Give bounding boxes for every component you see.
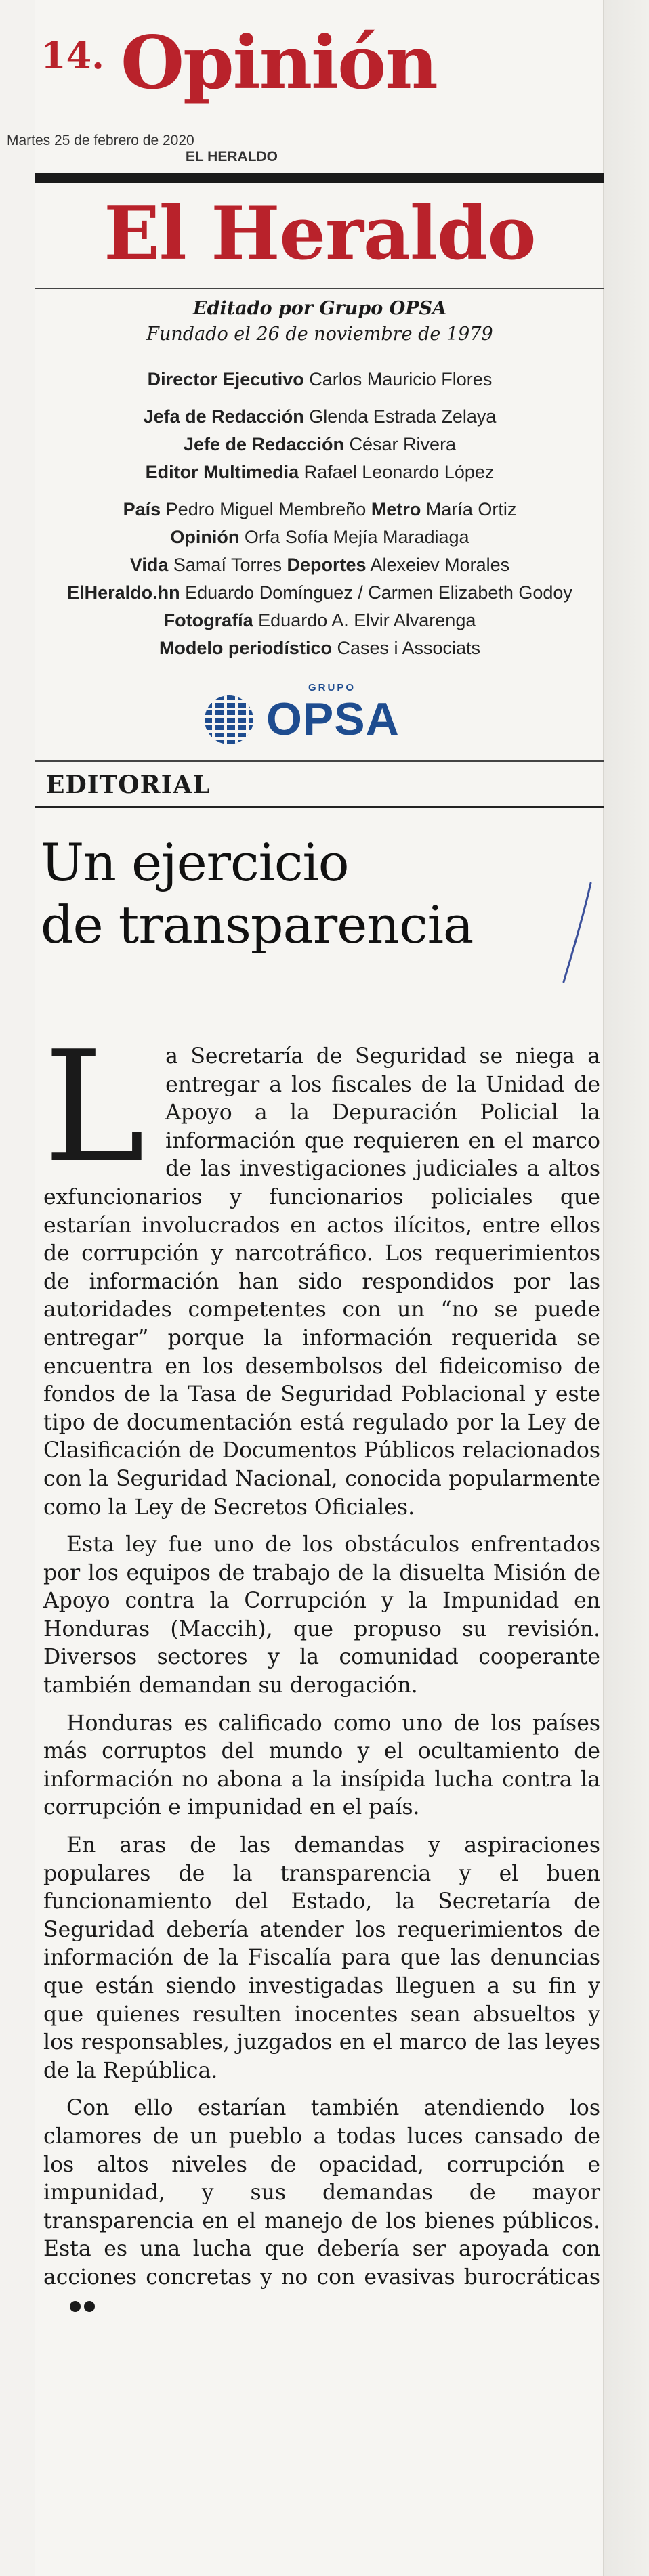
closing-text: Con ello estarían también atendiendo los clamores de un pueblo a todas luces cansado de los altos niveles de opacidad, corrupción e impunidad, y sus demandas de mayor transparencia en el manejo de los bienes públicos. Esta es una lucha que debería ser apoyada con acciones concretas y no con evasivas burocráticas: [43, 2096, 600, 2290]
staff-row: [35, 523, 604, 551]
pen-mark-icon: [556, 880, 596, 989]
staff-name: Glenda Estrada Zelaya: [309, 406, 497, 427]
body-paragraph: Honduras es calificado como uno de los países más corruptos del mundo y el ocultamiento de información no abona a la insípida lucha contra la corrupción e impunidad en el país.: [43, 1711, 600, 1820]
staff-role: Metro: [371, 499, 421, 519]
body-paragraph: a Secretaría de Seguridad se niega a entregar a los fiscales de la Unidad de Apoyo a la Depuración Policial la información que requieren en el marco de las investigaciones judiciales a altos exfuncionarios y funcionarios policiales que estarían involucrados en actos ilícitos, entre ellos de corrupción y narcotráfico. Los requerimientos de información han sido respondidos por las autoridades competentes con un “no se puede entregar” porque la información requerida se encuentra en los desembolsos del fideicomiso de fondos de la Tasa de Seguridad Poblacional y este tipo de documentación está regulado por la Ley de Clasificación de Documentos Públicos relacionados con la Seguridad Nacional, conocida popularmente como la Ley de Secretos Oficiales.: [43, 1044, 600, 1520]
staff-row: [35, 458, 604, 486]
staff-row: [35, 431, 604, 458]
logo-opsa-text: OPSA: [266, 693, 400, 745]
staff-row: [35, 366, 604, 393]
staff-name: Samaí Torres: [173, 555, 282, 575]
headline-line: de transparencia: [41, 895, 474, 955]
editorial-body: [43, 1018, 600, 2320]
editorial-headline: [41, 832, 603, 956]
staff-row: [35, 635, 604, 662]
grupo-opsa-logo: [200, 681, 444, 748]
staff-row: [35, 551, 604, 579]
staff-role: Jefe de Redacción: [183, 434, 345, 454]
divider-thin: [35, 760, 604, 762]
founded-date: Fundado el 26 de noviembre de 1979: [146, 324, 493, 345]
headline-line: Un ejercicio: [41, 832, 349, 893]
staff-box: [35, 366, 604, 662]
staff-name: Pedro Miguel Membreño: [165, 499, 367, 519]
staff-name: Alexeiev Morales: [370, 555, 510, 575]
staff-role: ElHeraldo.hn: [67, 582, 180, 603]
staff-name: María Ortiz: [425, 499, 517, 519]
staff-role: Fotografía: [163, 610, 253, 630]
page-number: 14.: [41, 34, 104, 77]
edited-by: Editado por Grupo OPSA: [193, 298, 446, 319]
body-paragraph: [43, 2095, 600, 2320]
staff-name: Orfa Sofía Mejía Maradiaga: [244, 527, 469, 547]
staff-role: Director Ejecutivo: [147, 369, 304, 389]
drop-cap: L: [43, 1018, 146, 1197]
staff-role: Jefa de Redacción: [143, 406, 304, 427]
staff-role: Modelo periodístico: [159, 638, 332, 658]
page-margin-left: [0, 0, 35, 2576]
staff-row: [35, 403, 604, 431]
divider-thin: [35, 806, 604, 808]
masthead-title: El Heraldo: [104, 191, 536, 276]
globe-icon: [200, 694, 258, 746]
staff-row: [35, 607, 604, 635]
staff-name: César Rivera: [349, 434, 457, 454]
staff-name: Eduardo A. Elvir Alvarenga: [258, 610, 476, 630]
section-title: Opinión: [121, 20, 437, 106]
issue-date: Martes 25 de febrero de 2020: [7, 133, 194, 148]
staff-row: [35, 579, 604, 607]
staff-role: Vida: [129, 555, 169, 575]
body-paragraph: Esta ley fue uno de los obstáculos enfrentados por los equipos de trabajo de la disuelta Misión de Apoyo contra la Corrupción y la Impunidad en Honduras (Maccih), que propuso su revisión. Diversos sectores y la comunidad cooperante también demandan su derogación.: [43, 1532, 600, 1698]
staff-name: Rafael Leonardo López: [303, 462, 495, 482]
section-header: [41, 19, 603, 121]
staff-role: País: [123, 499, 161, 519]
dateline: [7, 133, 278, 165]
staff-role: Opinión: [170, 527, 240, 547]
body-paragraph: En aras de las demandas y aspiraciones populares de la transparencia y el buen funcionamiento del Estado, la Secretaría de Seguridad debería atender los requerimientos de información de la Fiscalía para que las denuncias que están siendo investigadas lleguen a su fin y que quienes resulten inocentes sean absueltos y los responsables, juzgados en el marco de las leyes de la República.: [43, 1833, 600, 2083]
staff-name: Carlos Mauricio Flores: [309, 369, 493, 389]
staff-role: Editor Multimedia: [145, 462, 299, 482]
divider-thick: [35, 173, 604, 183]
staff-role: Deportes: [287, 555, 367, 575]
staff-row: [35, 496, 604, 523]
staff-name: Cases i Associats: [337, 638, 481, 658]
staff-name: Eduardo Domínguez / Carmen Elizabeth Godoy: [185, 582, 572, 603]
logo-grupo-text: GRUPO: [308, 682, 356, 693]
divider-thin: [35, 288, 604, 289]
editorial-label: EDITORIAL: [46, 771, 211, 799]
adjacent-page-edge: [603, 0, 649, 2576]
publication-name: EL HERALDO: [185, 149, 278, 165]
end-mark-icon: [43, 2292, 95, 2321]
